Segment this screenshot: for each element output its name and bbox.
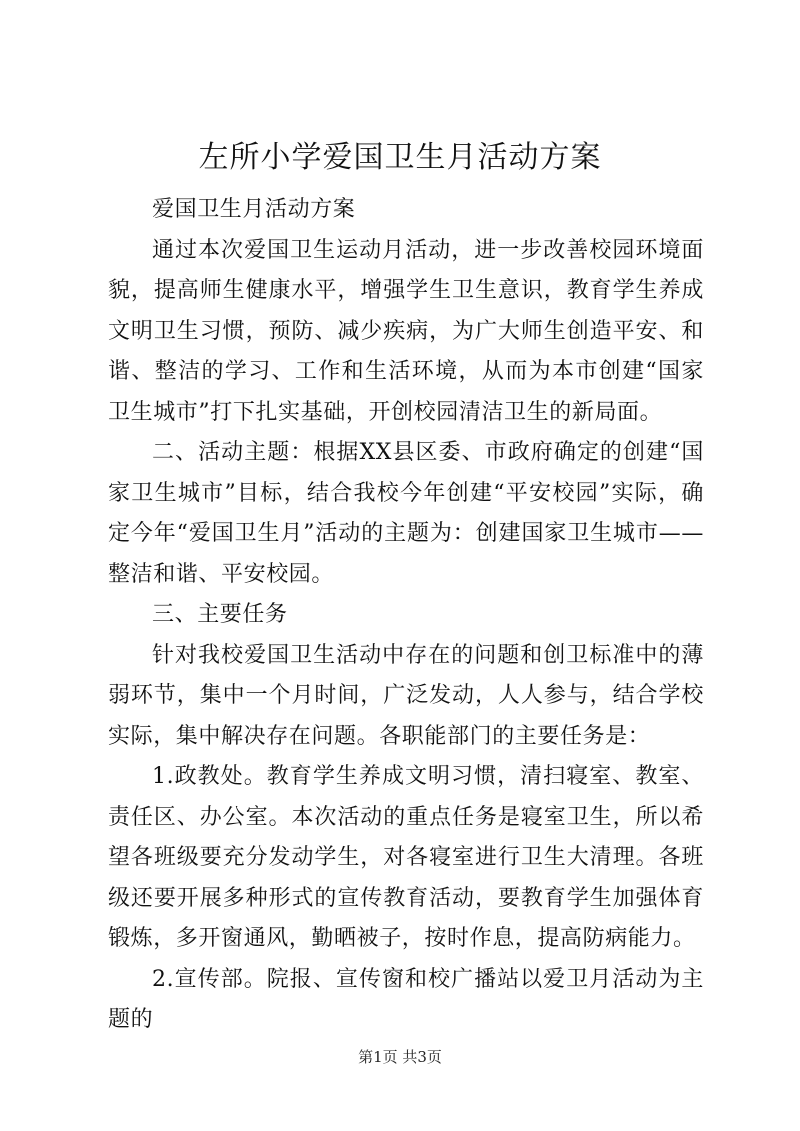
paragraph-tasks-intro: 针对我校爱国卫生活动中存在的问题和创卫标准中的薄弱环节，集中一个月时间，广泛发动，人人参与，结合学校实际，集中解决存在问题。各职能部门的主要任务是： xyxy=(108,642,704,749)
document-title: 左所小学爱国卫生月活动方案 xyxy=(198,140,602,175)
paragraph-theme: 二、活动主题：根据XX县区委、市政府确定的创建“国家卫生城市”目标，结合我校今年创建“平安校园”实际，确定今年“爱国卫生月”活动的主题为：创建国家卫生城市——整洁和谐、平安校园。 xyxy=(108,440,704,587)
paragraph-task-2: 2.宣传部。院报、宣传窗和校广播站以爱卫月活动为主题的 xyxy=(108,966,704,1032)
paragraph-subtitle: 爱国卫生月活动方案 xyxy=(152,197,356,222)
paragraph-purpose: 通过本次爱国卫生运动月活动，进一步改善校园环境面貌，提高师生健康水平，增强学生卫生意识，教育学生养成文明卫生习惯，预防、减少疾病，为广大师生创造平安、和谐、整洁的学习、工作和生活环境，从而为本市创建“国家卫生城市”打下扎实基础，开创校园清洁卫生的新局面。 xyxy=(108,237,704,425)
paragraph-task-1: 1.政教处。教育学生养成文明习惯，清扫寝室、教室、责任区、办公室。本次活动的重点任务是寝室卫生，所以希望各班级要充分发动学生，对各寝室进行卫生大清理。各班级还要开展多种形式的宣传教育活动，要教育学生加强体育锻炼，多开窗通风，勤晒被子，按时作息，提高防病能力。 xyxy=(108,764,704,951)
document-body xyxy=(108,190,704,1041)
page-number-footer: 第1页 共3页 xyxy=(358,1048,442,1066)
paragraph-tasks-heading: 三、主要任务 xyxy=(152,602,288,627)
